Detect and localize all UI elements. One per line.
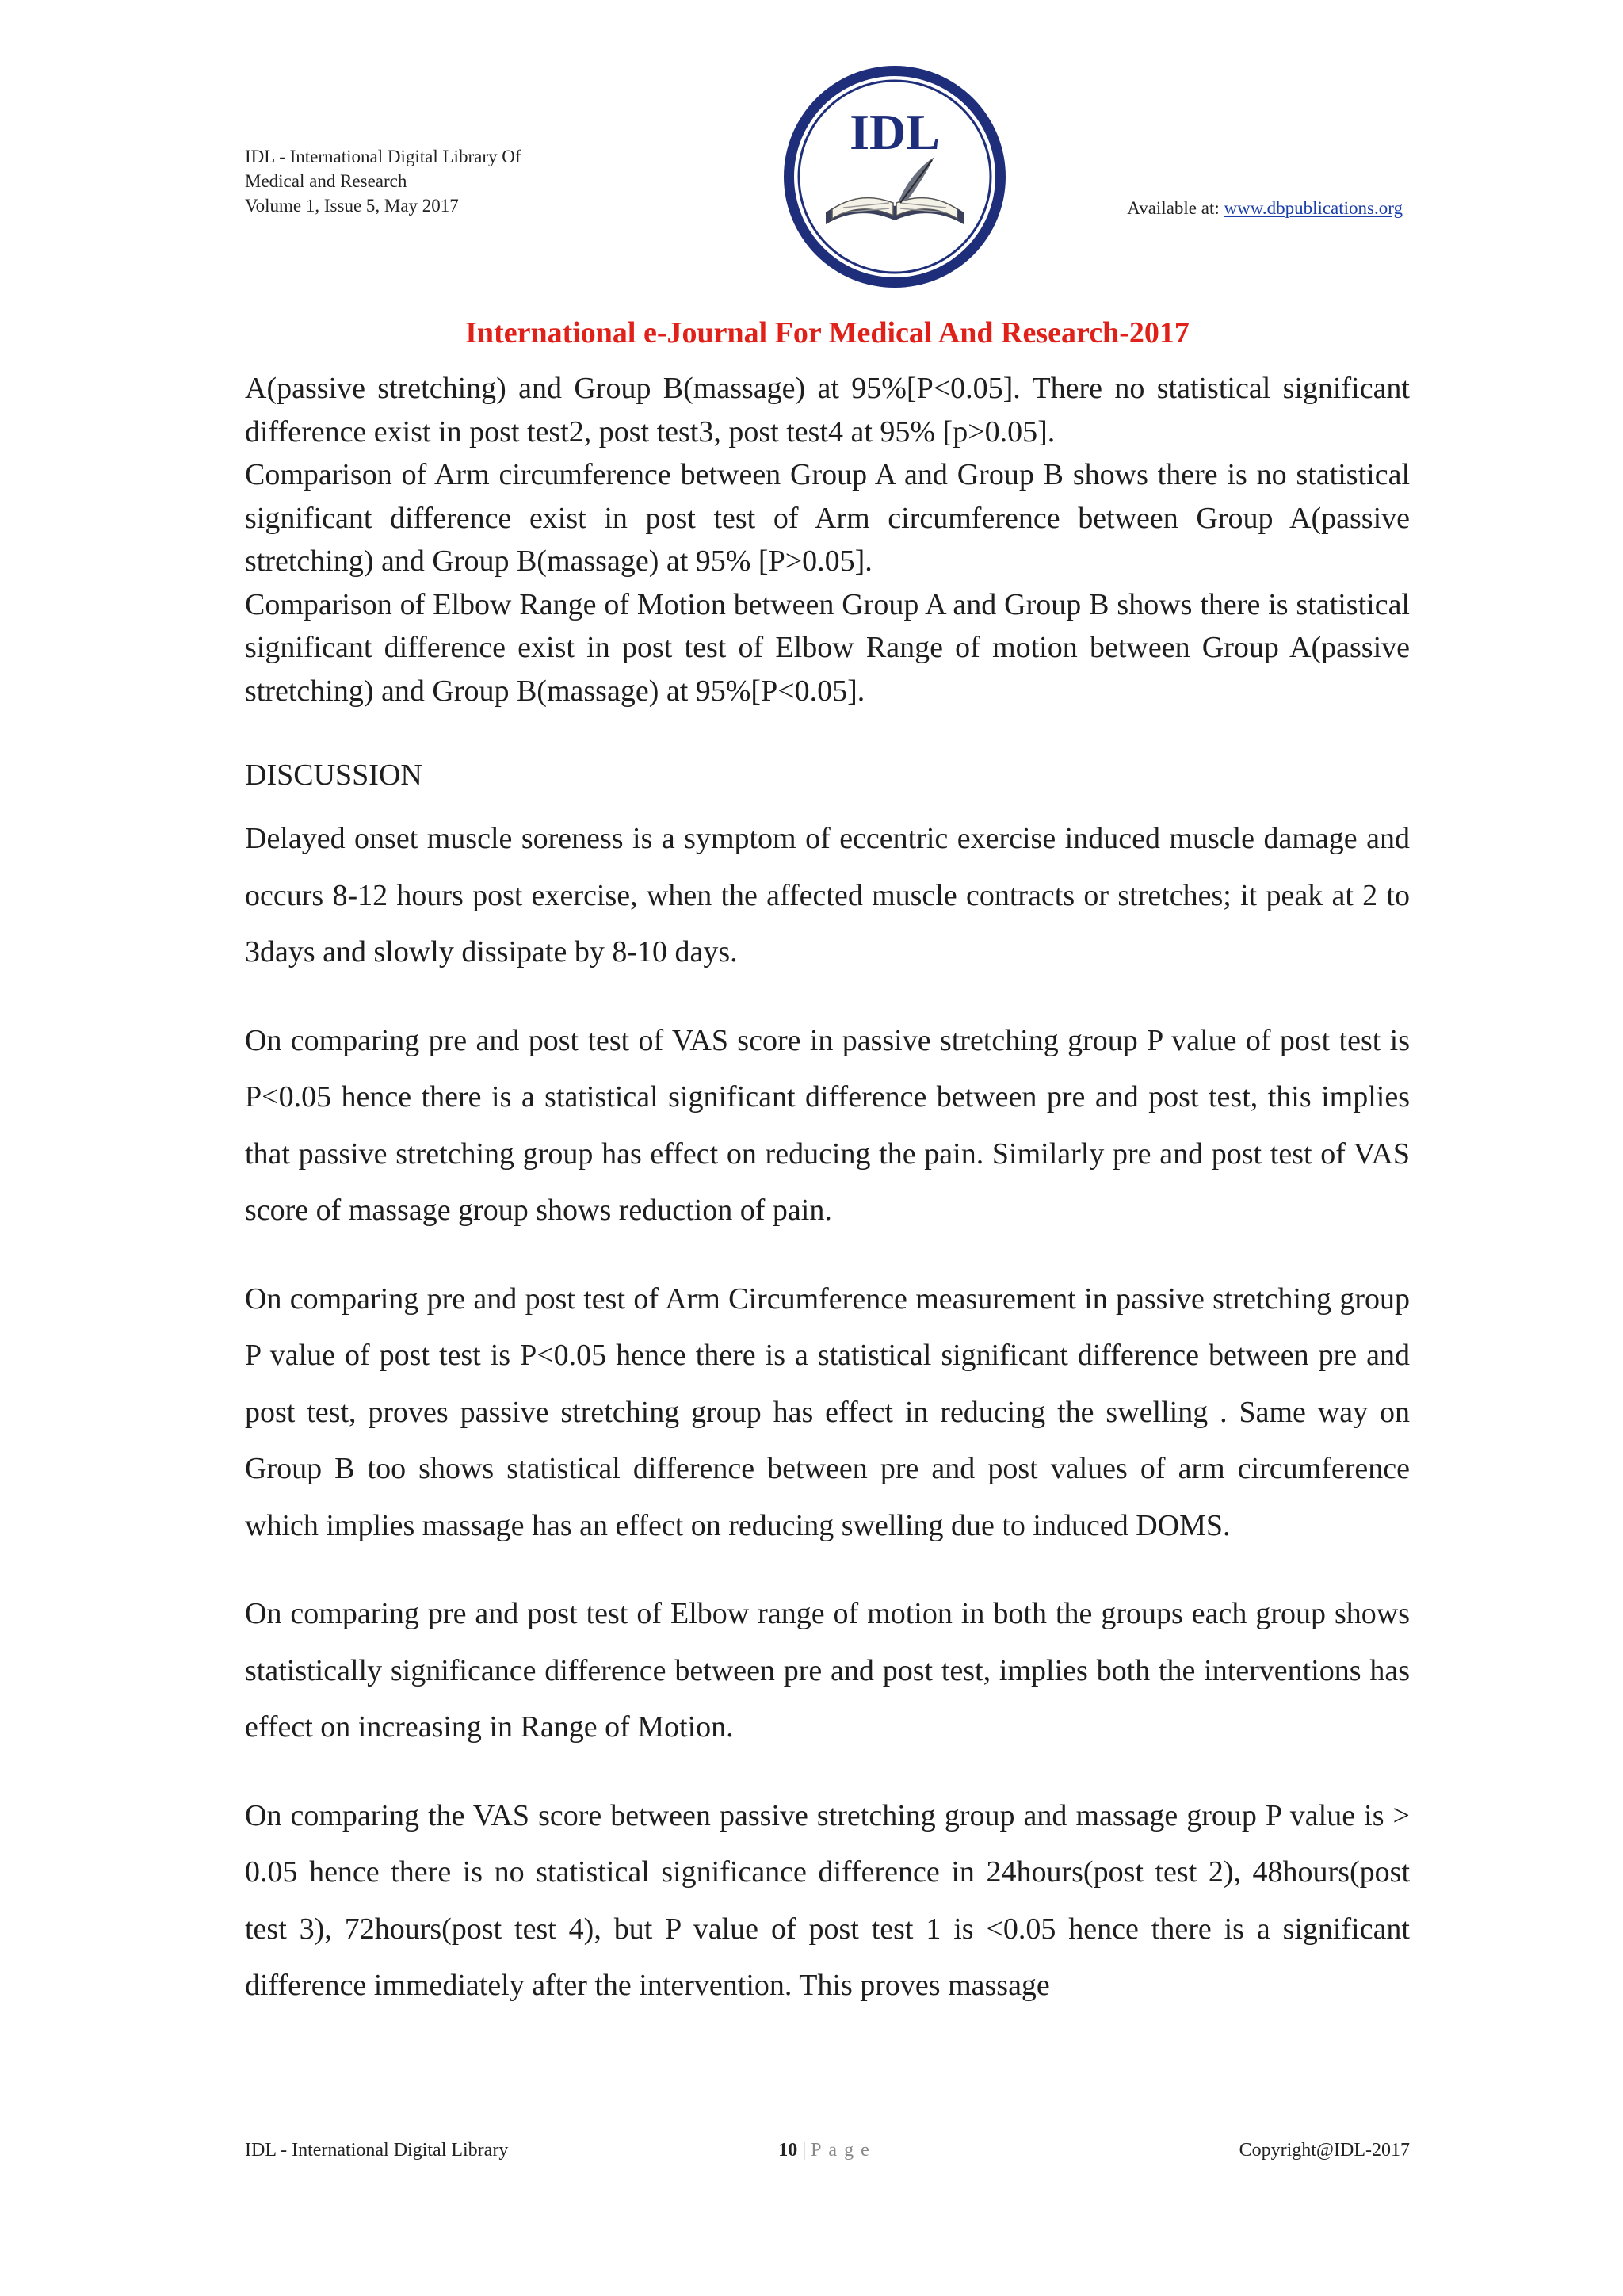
discussion-paragraph: Delayed onset muscle soreness is a symptom of eccentric exercise induced muscle damage and occurs 8-12 hours post exercise, when the affected muscle contracts or stretches; it peak at 2 to 3days and slowly dissipate by 8-10 days.: [245, 822, 1410, 968]
discussion-paragraph: On comparing the VAS score between passive stretching group and massage group P value is > 0.05 hence there is no statistical significance difference in 24hours(post test 2), 48hours(post test 3), 72hours(post test 4), but P value of post test 1 is <0.05 hence there is a significant difference immediately after the intervention. This proves massage: [245, 1798, 1410, 2002]
section-heading-discussion: DISCUSSION: [245, 758, 422, 792]
header-left-block: [245, 144, 521, 218]
journal-title: International e-Journal For Medical And Research-2017: [465, 316, 1190, 350]
header-publisher-line: IDL - International Digital Library Of: [245, 147, 521, 166]
discussion-paragraph: On comparing pre and post test of Elbow range of motion in both the groups each group shows statistically significance difference between pre and post test, implies both the interventions has effect on increasing in Range of Motion.: [245, 1597, 1410, 1744]
header-volume-issue: Volume 1, Issue 5, May 2017: [245, 196, 459, 216]
article-body: [245, 367, 1410, 2015]
idl-logo-icon: [780, 62, 1010, 292]
publisher-website-link[interactable]: www.dbpublications.org: [1224, 198, 1403, 218]
footer-library-name: IDL - International Digital Library: [245, 2140, 509, 2160]
header-publisher-line-2: Medical and Research: [245, 171, 407, 191]
page-word: Page: [811, 2140, 876, 2160]
idl-logo: [780, 62, 1010, 292]
results-paragraph: Comparison of Arm circumference between Group A and Group B shows there is no statistical significant difference exist in post test of Arm circumference between Group A(passive stretching) and Group B(massage) at 95% [P>0.05].: [245, 458, 1410, 578]
results-paragraph: A(passive stretching) and Group B(massage) at 95%[P<0.05]. There no statistical significant difference exist in post test2, post test3, post test4 at 95% [p>0.05].: [245, 372, 1410, 449]
logo-text: IDL: [850, 104, 940, 160]
results-paragraph: Comparison of Elbow Range of Motion between Group A and Group B shows there is statistical significant difference exist in post test of Elbow Range of motion between Group A(passive stretching) and Group B(massage) at 95%[P<0.05].: [245, 587, 1410, 708]
results-continuation: [245, 367, 1410, 712]
footer-copyright: Copyright@IDL-2017: [1239, 2140, 1410, 2160]
page-number: 10: [778, 2140, 798, 2160]
footer-page-indicator: [245, 2140, 1410, 2161]
page-separator: |: [797, 2140, 812, 2160]
discussion-paragraph: On comparing pre and post test of Arm Circumference measurement in passive stretching group P value of post test is P<0.05 hence there is a statistical significant difference between pre and post test, proves passive stretching group has effect in reducing the swelling . Same way on Group B too shows statistical difference between pre and post values of arm circumference which implies massage has an effect on reducing swelling due to induced DOMS.: [245, 1282, 1410, 1542]
discussion-paragraph: On comparing pre and post test of VAS score in passive stretching group P value of post test is P<0.05 hence there is a statistical significant difference between pre and post test, this implies that passive stretching group has effect on reducing the pain. Similarly pre and post test of VAS score of massage group shows reduction of pain.: [245, 1023, 1410, 1227]
header-availability: [1127, 196, 1403, 220]
discussion-section: [245, 811, 1410, 2015]
available-label: Available at:: [1127, 198, 1224, 218]
